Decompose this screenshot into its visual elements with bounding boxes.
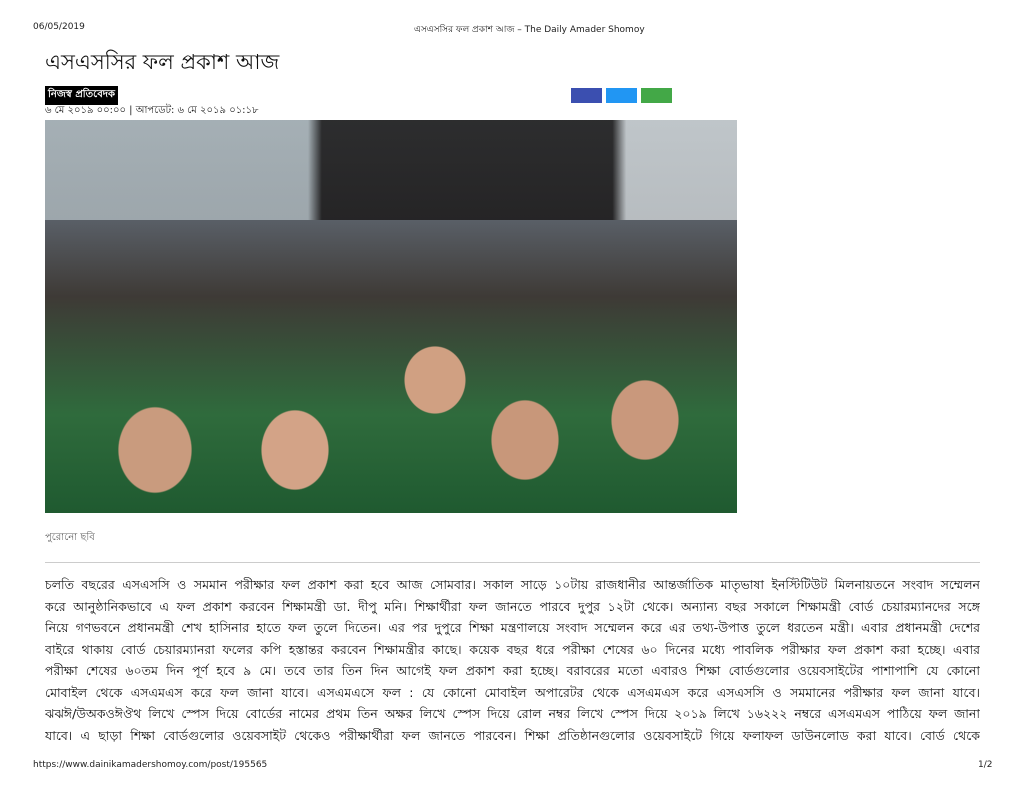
body-line: পরীক্ষা শেষের ৬০তম দিন পূর্ণ হবে ৯ মে। তবে তার তিন দিন আগেই ফল প্রকাশ করা হচ্ছে। বরাবরের মতো এবারও শিক্ষা বোর্ডগুলোর ওয়েবসাইটের পাশাপাশি যে কোনো	[45, 663, 980, 678]
divider	[45, 562, 980, 563]
body-line: করে আনুষ্ঠানিকভাবে এ ফল প্রকাশ করবেন শিক্ষামন্ত্রী ডা. দীপু মনি। শিক্ষার্থীরা ফল জানতে পারবে দুপুর ১২টা থেকে। অন্যান্য বছর সকালে শিক্ষামন্ত্রী বোর্ড চেয়ারম্যানদের সঙ্গে	[45, 598, 980, 614]
print-date: 06/05/2019	[33, 22, 85, 32]
photo-caption: পুরোনো ছবি	[45, 532, 95, 543]
page-number: 1/2	[978, 760, 993, 770]
body-line: মোবাইল থেকে এসএমএস করে ফল জানা যাবে। এসএমএসে ফল : যে কোনো মোবাইল অপারেটর থেকে এসএমএস করে এসএসসি ও সমমানের পরীক্ষার ফল জানা যাবে।	[45, 684, 980, 700]
article-dates: ৬ মে ২০১৯ ০০:০০ | আপডেট: ৬ মে ২০১৯ ০১:১৮	[45, 105, 259, 116]
twitter-share-button[interactable]	[606, 88, 637, 103]
body-line: নিয়ে গণভবনে প্রধানমন্ত্রী শেখ হাসিনার হাতে ফল তুলে দিতেন। এর পর দুপুরে শিক্ষা মন্ত্রণালয়ে সংবাদ সম্মেলন করে এর তথ্য-উপাত্ত তুলে ধরতেন মন্ত্রী। এবার প্রধানমন্ত্রী দেশের	[45, 620, 980, 635]
facebook-share-button[interactable]	[571, 88, 602, 103]
print-page-title: এসএসসির ফল প্রকাশ আজ – The Daily Amader Shomoy	[414, 25, 645, 35]
article-body	[45, 574, 980, 746]
print-url: https://www.dainikamadershomoy.com/post/195565	[33, 760, 268, 770]
body-line: যাবে। এ ছাড়া শিক্ষা বোর্ডগুলোর ওয়েবসাইট থেকেও পরীক্ষার্থীরা ফল জানতে পারবেন। শিক্ষা প্রতিষ্ঠানগুলোর ওয়েবসাইটে গিয়ে ফলাফল ডাউনলোড করা যাবে। বোর্ড থেকে	[45, 727, 980, 743]
body-line: ঝঝঈ/উঅকওঈঔথ লিখে স্পেস দিয়ে বোর্ডের নামের প্রথম তিন অক্ষর লিখে স্পেস দিয়ে রোল নম্বর লিখে স্পেস দিয়ে ২০১৯ লিখে ১৬২২২ নম্বরে এসএমএস পাঠিয়ে ফল জানা	[45, 706, 980, 721]
body-line: বাইরে থাকায় বোর্ড চেয়ারম্যানরা ফলের কপি হস্তান্তর করবেন শিক্ষামন্ত্রীর কাছে। কয়েক বছর ধরে পরীক্ষা শেষের ৬০ দিনের মধ্যে পাবলিক পরীক্ষার ফল প্রকাশ করা হচ্ছে। এবার	[45, 641, 980, 657]
whatsapp-share-button[interactable]	[641, 88, 672, 103]
article-photo	[45, 120, 737, 513]
body-line: চলতি বছরের এসএসসি ও সমমান পরীক্ষার ফল প্রকাশ করা হবে আজ সোমবার। সকাল সাড়ে ১০টায় রাজধানীর আন্তর্জাতিক মাতৃভাষা ইনস্টিটিউট মিলনায়তনে সংবাদ সম্মেলন	[45, 577, 980, 592]
article-title: এসএসসির ফল প্রকাশ আজ	[45, 50, 280, 74]
reporter-label[interactable]: নিজস্ব প্রতিবেদক	[45, 86, 118, 105]
